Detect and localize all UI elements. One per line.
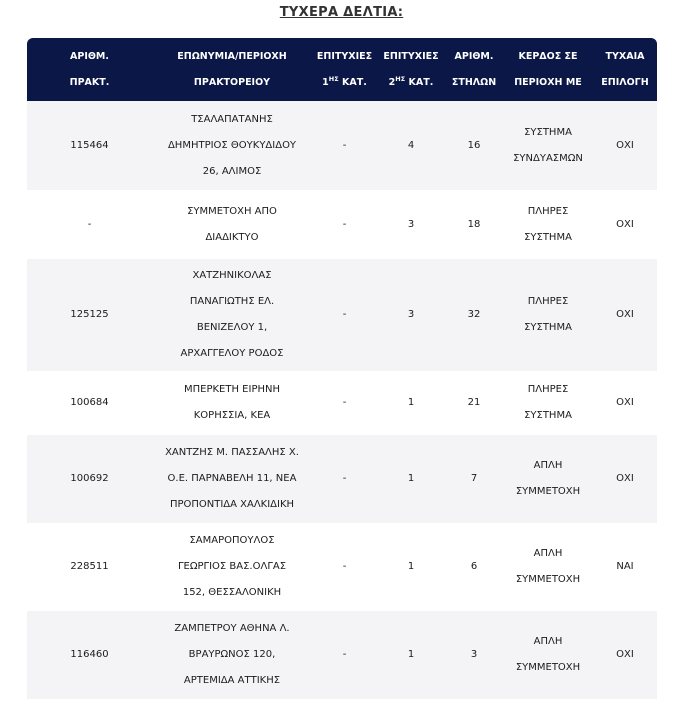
cell-columns: 3 [470,649,478,660]
cell-agent-name-line: ΠΡΟΠΟΝΤΙΔΑ ΧΑΛΚΙΔΙΚΗ [169,499,295,510]
cell-gain [503,435,593,523]
header-wins-first-sup: ΗΣ [328,74,339,83]
cell-agent-name-line: ΧΑΤΖΗΝΙΚΟΛΑΣ [192,270,272,281]
header-wins-second-line1: ΕΠΙΤΥΧΙΕΣ [383,50,439,62]
cell-agent-name-line: ΣΥΜΜΕΤΟΧΗ ΑΠΟ [187,205,277,217]
cell-agent-name-line: ΠΑΝΑΓΙΩΤΗΣ ΕΛ. [189,296,275,307]
header-wins-second-num: 2 [388,76,396,88]
table-row [27,259,657,371]
cell-gain-line: ΣΥΜΜΕΤΟΧΗ [515,574,581,585]
cell-gain-line: ΑΠΛΗ [533,548,563,559]
cell-gain [503,611,593,699]
cell-random: ΟΧΙ [616,397,634,408]
cell-columns: 18 [467,218,481,230]
cell-agent-name [152,259,312,371]
header-random-pick-line1: ΤΥΧΑΙΑ [605,50,645,62]
header-agent-name-line2: ΠΡΑΚΤΟΡΕΙΟΥ [193,76,271,88]
cell-columns: 21 [467,397,481,408]
table-row [27,435,657,523]
header-wins-second [377,38,445,101]
cell-gain [503,259,593,371]
header-random-pick [593,38,657,101]
cell-gain-line: ΣΥΣΤΗΜΑ [524,126,572,138]
header-agent-no-line2: ΠΡΑΚΤ. [69,76,110,88]
cell-gain-line: ΠΛΗΡΕΣ ΣΥΣΤΗΜΑ [524,296,572,333]
cell-agent-name [152,190,312,259]
cell-agent-name [152,371,312,435]
cell-gain-line: ΣΥΜΜΕΤΟΧΗ [515,486,581,497]
cell-agent-no: - [87,218,92,230]
page-title: ΤΥΧΕΡΑ ΔΕΛΤΙΑ: [279,5,404,20]
cell-columns: 6 [470,561,478,572]
cell-agent-name [152,611,312,699]
cell-wins-second: 1 [407,473,415,484]
cell-agent-name-line: ΖΑΜΠΕΤΡΟΥ ΑΘΗΝΑ Λ. [174,623,290,634]
cell-agent-name-line: 26, ΑΛΙΜΟΣ [202,165,262,177]
cell-random: ΝΑΙ [616,561,634,572]
header-wins-first-tail: ΚΑΤ. [338,76,367,88]
header-agent-name-line1: ΕΠΩΝΥΜΙΑ/ΠΕΡΙΟΧΗ [177,50,287,62]
cell-agent-no: 100692 [70,473,109,484]
cell-columns: 32 [467,309,481,320]
cell-agent-name-line: Ο.Ε. ΠΑΡΝΑΒΕΛΗ 11, ΝΕΑ [167,473,297,484]
cell-agent-name-line: ΓΕΩΡΓΙΟΣ ΒΑΣ.ΟΛΓΑΣ [177,561,287,572]
cell-agent-no: 228511 [70,561,109,572]
cell-gain-line: ΣΥΝΔΥΑΣΜΩΝ [513,152,583,164]
cell-wins-first: - [342,309,347,320]
header-agent-no [27,38,152,101]
table-row [27,523,657,611]
header-gain-area [503,38,593,101]
cell-gain-line: ΑΠΛΗ [533,636,563,647]
cell-wins-first: - [342,139,347,151]
header-wins-second-sup: ΗΣ [395,74,406,83]
cell-random: ΟΧΙ [616,309,634,320]
cell-agent-name-line: ΒΡΑΥΡΩΝΟΣ 120, [188,649,276,660]
cell-wins-second: 3 [407,309,415,320]
header-columns-count [445,38,503,101]
cell-wins-first: - [342,473,347,484]
cell-random: ΟΧΙ [616,139,634,151]
header-gain-area-line1: ΚΕΡΔΟΣ ΣΕ [518,50,578,62]
header-wins-second-tail: ΚΑΤ. [405,76,434,88]
cell-gain [503,101,593,190]
cell-gain-line: ΑΠΛΗ [533,460,563,471]
cell-wins-first: - [342,397,347,408]
header-wins-first [312,38,377,101]
cell-gain [503,371,593,435]
cell-wins-second: 1 [407,649,415,660]
cell-gain-line: ΠΛΗΡΕΣ ΣΥΣΤΗΜΑ [524,384,572,421]
cell-gain [503,523,593,611]
cell-agent-no: 100684 [70,397,109,408]
cell-agent-name [152,101,312,190]
cell-agent-name-line: 152, ΘΕΣΣΑΛΟΝΙΚΗ [182,587,282,598]
header-random-pick-line2: ΕΠΙΛΟΓΗ [601,76,649,88]
cell-agent-name-line: ΑΡΤΕΜΙΔΑ ΑΤΤΙΚΗΣ [183,675,281,686]
table-row [27,101,657,190]
header-wins-first-line1: ΕΠΙΤΥΧΙΕΣ [316,50,373,62]
table-row [27,371,657,435]
cell-gain [503,190,593,259]
header-columns-count-line2: ΣΤΗΛΩΝ [451,76,497,88]
table-row [27,190,657,259]
winning-tickets-table-wrapper [27,38,657,699]
cell-random: ΟΧΙ [616,649,634,660]
cell-wins-second: 4 [407,139,415,151]
cell-gain-line: ΠΛΗΡΕΣ ΣΥΣΤΗΜΑ [524,205,572,243]
header-agent-no-line1: ΑΡΙΘΜ. [70,50,109,62]
cell-agent-no: 116460 [70,649,109,660]
cell-wins-first: - [342,561,347,572]
cell-agent-name-line: ΔΙΑΔΙΚΤΥΟ [205,231,259,243]
cell-agent-name-line: ΒΕΝΙΖΕΛΟΥ 1, [196,322,268,333]
cell-agent-name-line: ΔΗΜΗΤΡΙΟΣ ΘΟΥΚΥΔΙΔΟΥ [167,139,297,151]
cell-columns: 16 [467,139,481,151]
cell-wins-second: 3 [407,218,415,230]
cell-agent-name-line: ΣΑΜΑΡΟΠΟΥΛΟΣ [189,535,275,546]
cell-agent-name-line: ΚΟΡΗΣΣΙΑ, ΚΕΑ [193,410,271,421]
cell-random: ΟΧΙ [616,218,634,230]
cell-agent-no: 125125 [70,309,109,320]
cell-agent-name-line: ΜΠΕΡΚΕΤΗ ΕΙΡΗΝΗ [184,384,280,395]
cell-wins-second: 1 [407,397,415,408]
header-columns-count-line1: ΑΡΙΘΜ. [454,50,494,62]
header-wins-second-line2 [379,70,443,96]
table-row [27,611,657,699]
cell-agent-name [152,523,312,611]
header-wins-first-num: 1 [322,76,329,88]
cell-agent-name [152,435,312,523]
cell-wins-first: - [342,649,347,660]
cell-columns: 7 [470,473,478,484]
cell-agent-name-line: ΑΡΧΑΓΓΕΛΟΥ ΡΟΔΟΣ [180,348,284,359]
header-agent-name [152,38,312,101]
cell-agent-name-line: ΧΑΝΤΖΗΣ Μ. ΠΑΣΣΑΛΗΣ Χ. [165,447,299,458]
header-gain-area-line2: ΠΕΡΙΟΧΗ ΜΕ [514,76,582,88]
header-wins-first-line2 [314,70,375,96]
winning-tickets-table [27,38,657,699]
cell-wins-first: - [342,218,347,230]
cell-agent-name-line: ΤΣΑΛΑΠΑΤΑΝΗΣ [191,113,273,125]
cell-random: ΟΧΙ [616,473,634,484]
table-header-row [27,38,657,101]
cell-gain-line: ΣΥΜΜΕΤΟΧΗ [515,662,581,673]
cell-wins-second: 1 [407,561,415,572]
cell-agent-no: 115464 [70,139,109,151]
